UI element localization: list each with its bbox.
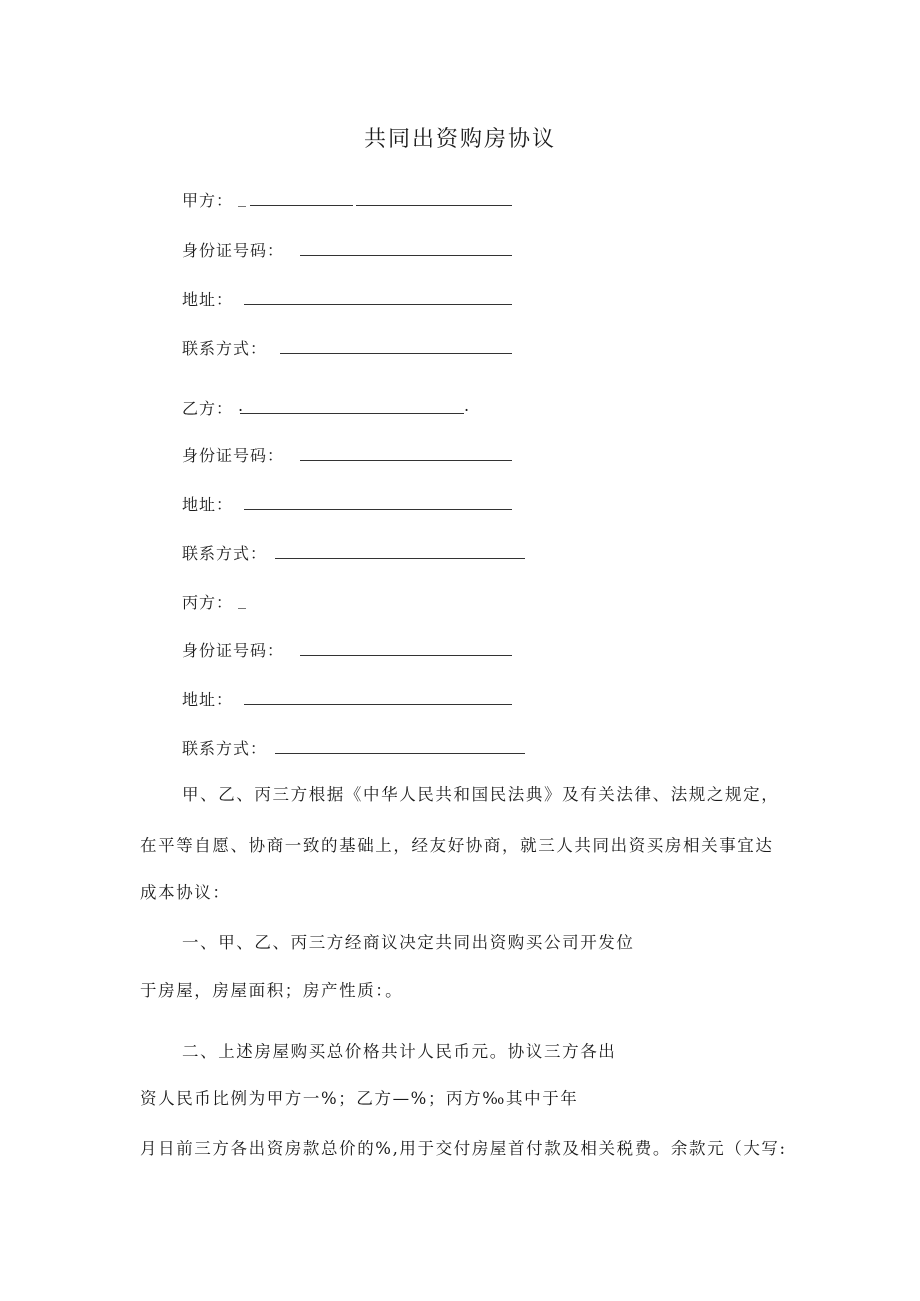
party-b-address-label: 地址： xyxy=(182,495,234,514)
party-a-id-line[interactable] xyxy=(300,255,512,256)
party-a-address-label: 地址： xyxy=(182,290,234,309)
party-a-name-line-2[interactable] xyxy=(356,205,512,206)
party-c-address-field xyxy=(182,685,522,711)
party-c-id-label: 身份证号码： xyxy=(182,641,285,660)
party-a-field xyxy=(182,186,522,212)
intro-line-1: 甲、乙、丙三方根据《中华人民共和国民法典》及有关法律、法规之规定， xyxy=(182,785,780,804)
party-b-id-label: 身份证号码： xyxy=(182,446,285,465)
document-title: 共同出资购房协议 xyxy=(363,127,556,152)
party-a-contact-field xyxy=(182,334,522,360)
party-c-label: 丙方： xyxy=(182,593,234,612)
party-b-address-field xyxy=(182,490,522,516)
clause-2-line-1: 二、上述房屋购买总价格共计人民币元。协议三方各出 xyxy=(182,1042,617,1061)
party-c-blank-mark[interactable]: _ xyxy=(238,590,247,609)
party-b-contact-field xyxy=(182,539,532,565)
party-c-field xyxy=(182,588,282,614)
clause-1-line-2: 于房屋，房屋面积；房产性质：。 xyxy=(140,981,404,1000)
party-b-field xyxy=(182,394,482,420)
party-b-contact-label: 联系方式： xyxy=(182,544,268,563)
party-a-address-field xyxy=(182,285,522,311)
clause-1-line-1: 一、甲、乙、丙三方经商议决定共同出资购买公司开发位 xyxy=(182,933,635,952)
party-b-dot-left: . xyxy=(238,396,245,415)
party-b-label: 乙方： xyxy=(182,399,234,418)
party-a-address-line[interactable] xyxy=(244,304,512,305)
intro-line-2: 在平等自愿、协商一致的基础上，经友好协商，就三人共同出资买房相关事宜达 xyxy=(140,836,774,855)
party-a-id-label: 身份证号码： xyxy=(182,241,285,260)
party-a-name-line[interactable] xyxy=(250,205,353,206)
party-c-contact-field xyxy=(182,734,532,760)
intro-line-3: 成本协议： xyxy=(140,883,231,902)
party-c-id-field xyxy=(182,636,522,662)
party-c-contact-label: 联系方式： xyxy=(182,739,268,758)
clause-2-line-2: 资人民币比例为甲方一%；乙方—%；丙方‰其中于年 xyxy=(140,1089,579,1108)
party-c-address-label: 地址： xyxy=(182,690,234,709)
party-c-address-line[interactable] xyxy=(244,704,512,705)
party-a-contact-line[interactable] xyxy=(280,353,512,354)
party-b-id-line[interactable] xyxy=(300,460,512,461)
party-b-name-line[interactable] xyxy=(240,413,464,414)
party-b-id-field xyxy=(182,441,522,467)
party-b-address-line[interactable] xyxy=(244,509,512,510)
party-b-contact-line[interactable] xyxy=(275,558,525,559)
party-c-contact-line[interactable] xyxy=(275,753,525,754)
party-b-dot-right: . xyxy=(464,396,471,415)
party-c-id-line[interactable] xyxy=(300,655,512,656)
clause-2-line-3: 月日前三方各出资房款总价的%,用于交付房屋首付款及相关税费。余款元（大写: xyxy=(140,1139,787,1158)
party-a-label: 甲方： xyxy=(182,191,234,210)
party-a-id-field xyxy=(182,236,522,262)
party-a-contact-label: 联系方式： xyxy=(182,339,268,358)
party-a-blank-mark: _ xyxy=(238,188,247,207)
